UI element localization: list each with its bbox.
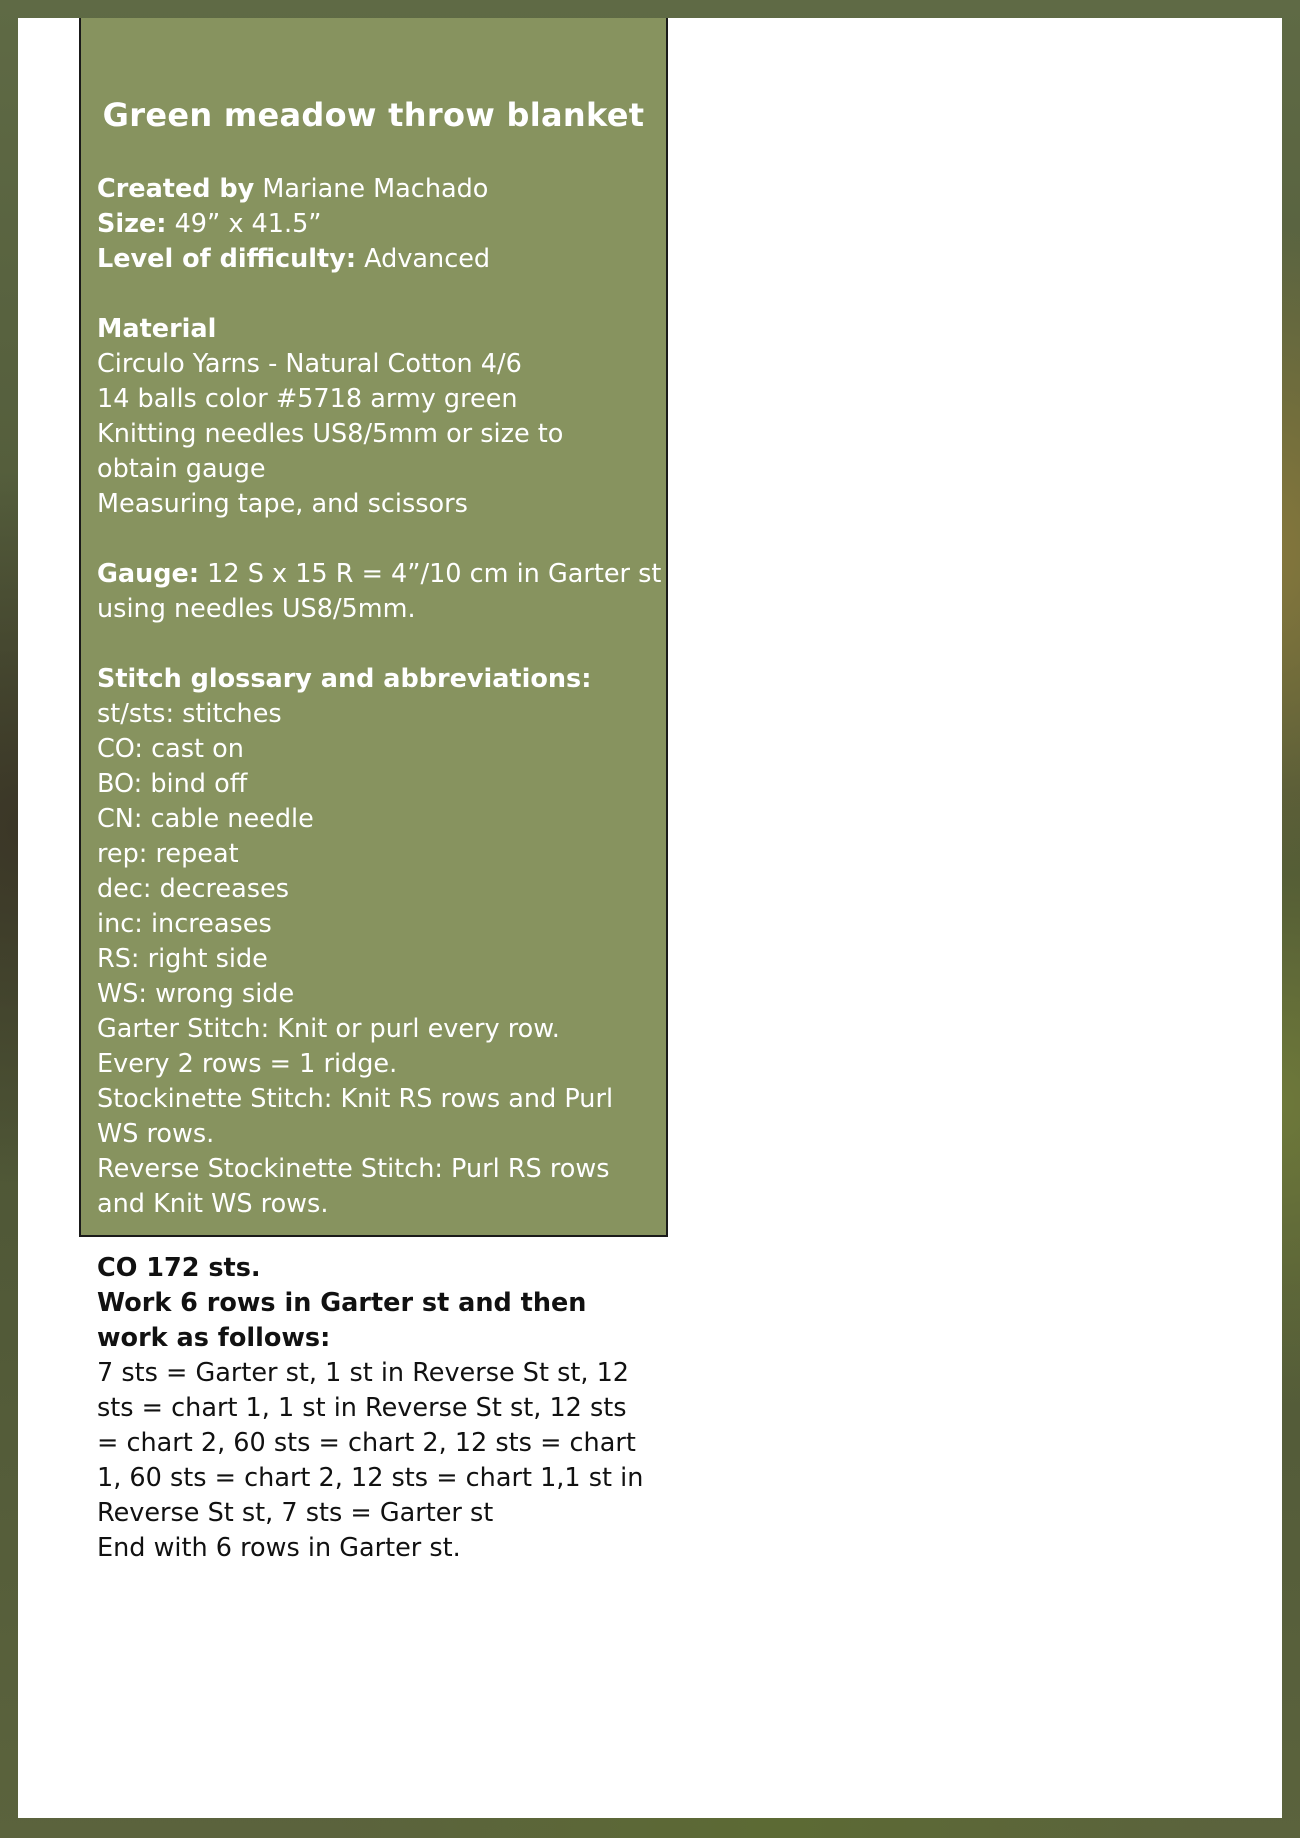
instruction-bold-line: CO 172 sts. <box>97 1253 261 1283</box>
gauge-label: Gauge: <box>97 559 200 589</box>
instruction-line: 1, 60 sts = chart 2, 12 sts = chart 1,1 st in <box>97 1463 644 1493</box>
pattern-info-body <box>97 172 667 1222</box>
glossary-item: rep: repeat <box>97 839 239 869</box>
glossary-item: st/sts: stitches <box>97 699 282 729</box>
material-line: obtain gauge <box>97 454 266 484</box>
material-heading: Material <box>97 314 217 344</box>
glossary-item: RS: right side <box>97 944 268 974</box>
instruction-line: = chart 2, 60 sts = chart 2, 12 sts = chart <box>97 1428 636 1458</box>
material-line: 14 balls color #5718 army green <box>97 384 518 414</box>
size-label: Size: <box>97 209 167 239</box>
gauge-line <box>97 557 667 592</box>
glossary-item: Reverse Stockinette Stitch: Purl RS rows <box>97 1154 610 1184</box>
glossary-heading: Stitch glossary and abbreviations: <box>97 664 592 694</box>
glossary-item: inc: increases <box>97 909 272 939</box>
pattern-page <box>18 18 1282 1818</box>
material-line: Measuring tape, and scissors <box>97 489 468 519</box>
gauge-line-2: using needles US8/5mm. <box>97 594 416 624</box>
glossary-item: Stockinette Stitch: Knit RS rows and Purl <box>97 1084 614 1114</box>
glossary-item: Every 2 rows = 1 ridge. <box>97 1049 398 1079</box>
instruction-line: Reverse St st, 7 sts = Garter st <box>97 1498 494 1528</box>
glossary-item: WS: wrong side <box>97 979 295 1009</box>
instruction-line: sts = chart 1, 1 st in Reverse St st, 12 sts <box>97 1393 627 1423</box>
glossary-item: dec: decreases <box>97 874 289 904</box>
spacer <box>97 522 667 557</box>
spacer <box>97 627 667 662</box>
material-line: Knitting needles US8/5mm or size to <box>97 419 564 449</box>
difficulty-label: Level of difficulty: <box>97 244 357 274</box>
pattern-info-panel <box>79 18 668 1237</box>
instruction-line: 7 sts = Garter st, 1 st in Reverse St st, 12 <box>97 1358 630 1388</box>
created-by-label: Created by <box>97 174 255 204</box>
glossary-item: CO: cast on <box>97 734 244 764</box>
created-by-line <box>97 172 667 207</box>
glossary-item: Garter Stitch: Knit or purl every row. <box>97 1014 560 1044</box>
size-value: 49” x 41.5” <box>174 209 322 239</box>
gauge-value: 12 S x 15 R = 4”/10 cm in Garter st <box>207 559 662 589</box>
spacer <box>97 277 667 312</box>
difficulty-value: Advanced <box>364 244 491 274</box>
created-by-value: Mariane Machado <box>262 174 489 204</box>
pattern-title: Green meadow throw blanket <box>102 96 645 134</box>
glossary-item: CN: cable needle <box>97 804 314 834</box>
instruction-bold-line: work as follows: <box>97 1323 331 1353</box>
glossary-item: BO: bind off <box>97 769 248 799</box>
pattern-instructions <box>97 1251 657 1566</box>
instruction-bold-line: Work 6 rows in Garter st and then <box>97 1288 587 1318</box>
glossary-item: and Knit WS rows. <box>97 1189 329 1219</box>
glossary-item: WS rows. <box>97 1119 215 1149</box>
material-line: Circulo Yarns - Natural Cotton 4/6 <box>97 349 522 379</box>
size-line <box>97 207 667 242</box>
instruction-line: End with 6 rows in Garter st. <box>97 1533 461 1563</box>
difficulty-line <box>97 242 667 277</box>
